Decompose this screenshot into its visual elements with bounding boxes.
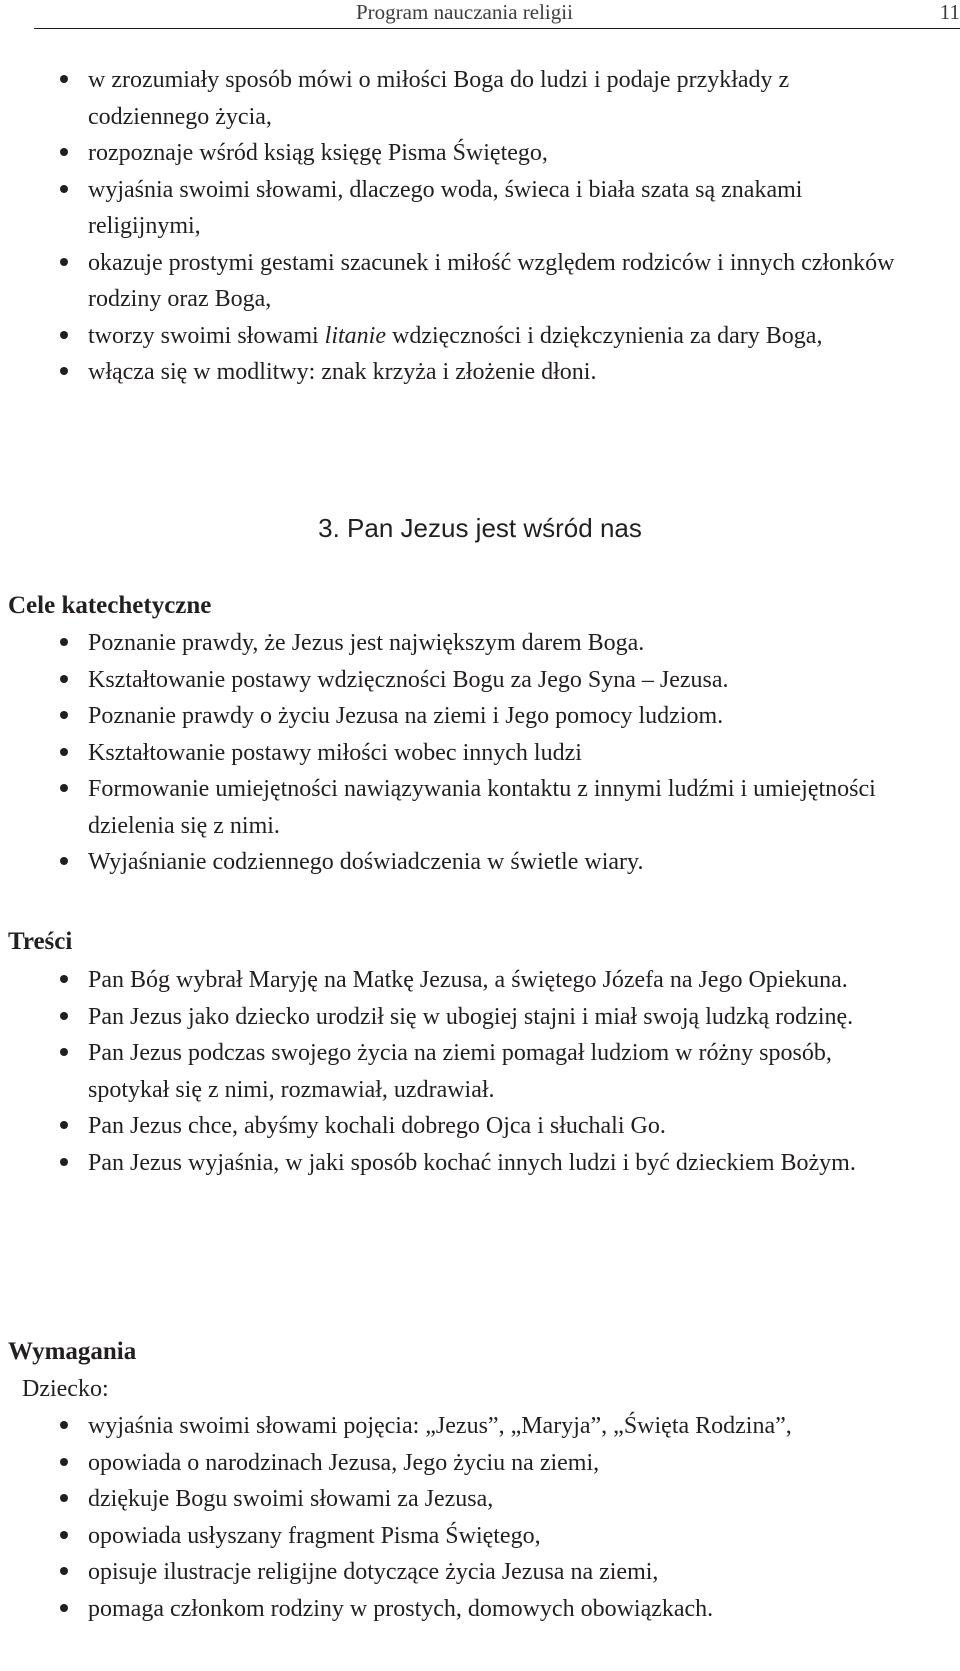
bullet-icon	[60, 185, 68, 193]
heading-wymagania: Wymagania	[8, 1338, 137, 1365]
list-item: Wyjaśnianie codziennego doświadczenia w świetle wiary.	[0, 844, 960, 881]
list-item: opowiada usłyszany fragment Pisma Świętego,	[0, 1518, 836, 1555]
cele-list	[0, 625, 960, 881]
list-item: w zrozumiały sposób mówi o miłości Boga do ludzi i podaje przykłady z codziennego życia,	[0, 62, 960, 135]
list-item: tworzy swoimi słowami litanie wdzięczności i dziękczynienia za dary Boga,	[0, 318, 960, 355]
bullet-icon	[60, 1121, 68, 1129]
list-item: Pan Jezus wyjaśnia, w jaki sposób kochać innych ludzi i być dzieckiem Bożym.	[0, 1145, 960, 1182]
bullet-icon	[60, 1012, 68, 1020]
list-item: Poznanie prawdy, że Jezus jest największym darem Boga.	[0, 625, 960, 662]
heading-tresci: Treści	[8, 928, 73, 955]
bullet-icon	[60, 1048, 68, 1056]
italic-term: litanie	[324, 322, 386, 349]
page-number: 11	[939, 0, 960, 24]
running-title: Program nauczania religii	[356, 0, 573, 24]
bullet-icon	[60, 975, 68, 983]
wymagania-intro: Dziecko:	[22, 1376, 109, 1402]
list-item: dziękuje Bogu swoimi słowami za Jezusa,	[0, 1481, 836, 1518]
list-item: rozpoznaje wśród ksiąg księgę Pisma Świętego,	[0, 135, 960, 172]
list-item: wyjaśnia swoimi słowami, dlaczego woda, świeca i biała szata są znakami religijnymi,	[0, 172, 960, 245]
bullet-icon	[60, 75, 68, 83]
list-item: okazuje prostymi gestami szacunek i miłość względem rodziców i innych członków rodziny oraz Boga,	[0, 245, 960, 318]
list-item: Pan Bóg wybrał Maryję na Matkę Jezusa, a świętego Józefa na Jego Opiekuna.	[0, 962, 960, 999]
bullet-icon	[60, 857, 68, 865]
bullet-icon	[60, 748, 68, 756]
list-item: Formowanie umiejętności nawiązywania kontaktu z innymi ludźmi i umiejętności dzielenia się z nimi.	[0, 771, 960, 844]
bullet-icon	[60, 1604, 68, 1612]
bullet-icon	[60, 258, 68, 266]
bullet-icon	[60, 1567, 68, 1575]
list-item: wyjaśnia swoimi słowami pojęcia: „Jezus”, „Maryja”, „Święta Rodzina”,	[0, 1408, 836, 1445]
page-header	[34, 0, 960, 29]
list-item: Pan Jezus jako dziecko urodził się w ubogiej stajni i miał swoją ludzką rodzinę.	[0, 999, 960, 1036]
list-item: włącza się w modlitwy: znak krzyża i złożenie dłoni.	[0, 354, 960, 391]
bullet-icon	[60, 711, 68, 719]
bullet-icon	[60, 675, 68, 683]
list-item: opisuje ilustracje religijne dotyczące życia Jezusa na ziemi,	[0, 1554, 836, 1591]
bullet-icon	[60, 148, 68, 156]
list-item: pomaga członkom rodziny w prostych, domowych obowiązkach.	[0, 1591, 836, 1628]
heading-cele: Cele katechetyczne	[8, 592, 212, 619]
list-item: Pan Jezus podczas swojego życia na ziemi pomagał ludziom w różny sposób, spotykał się z nimi, rozmawiał, uzdrawiał.	[0, 1035, 960, 1108]
bullet-icon	[60, 1421, 68, 1429]
bullet-icon	[60, 1158, 68, 1166]
bullet-icon	[60, 784, 68, 792]
bullet-icon	[60, 1531, 68, 1539]
bullet-icon	[60, 1494, 68, 1502]
list-item: Kształtowanie postawy miłości wobec innych ludzi	[0, 735, 960, 772]
list-item: Pan Jezus chce, abyśmy kochali dobrego Ojca i słuchali Go.	[0, 1108, 960, 1145]
section-title: 3. Pan Jezus jest wśród nas	[318, 513, 642, 543]
list-item: Poznanie prawdy o życiu Jezusa na ziemi i Jego pomocy ludziom.	[0, 698, 960, 735]
bullet-icon	[60, 1458, 68, 1466]
requirements-list-continued	[0, 62, 960, 391]
list-item: opowiada o narodzinach Jezusa, Jego życiu na ziemi,	[0, 1445, 836, 1482]
tresci-list	[0, 962, 960, 1181]
bullet-icon	[60, 367, 68, 375]
wymagania-list	[0, 1408, 836, 1627]
bullet-icon	[60, 638, 68, 646]
list-item: Kształtowanie postawy wdzięczności Bogu za Jego Syna – Jezusa.	[0, 662, 960, 699]
bullet-icon	[60, 331, 68, 339]
